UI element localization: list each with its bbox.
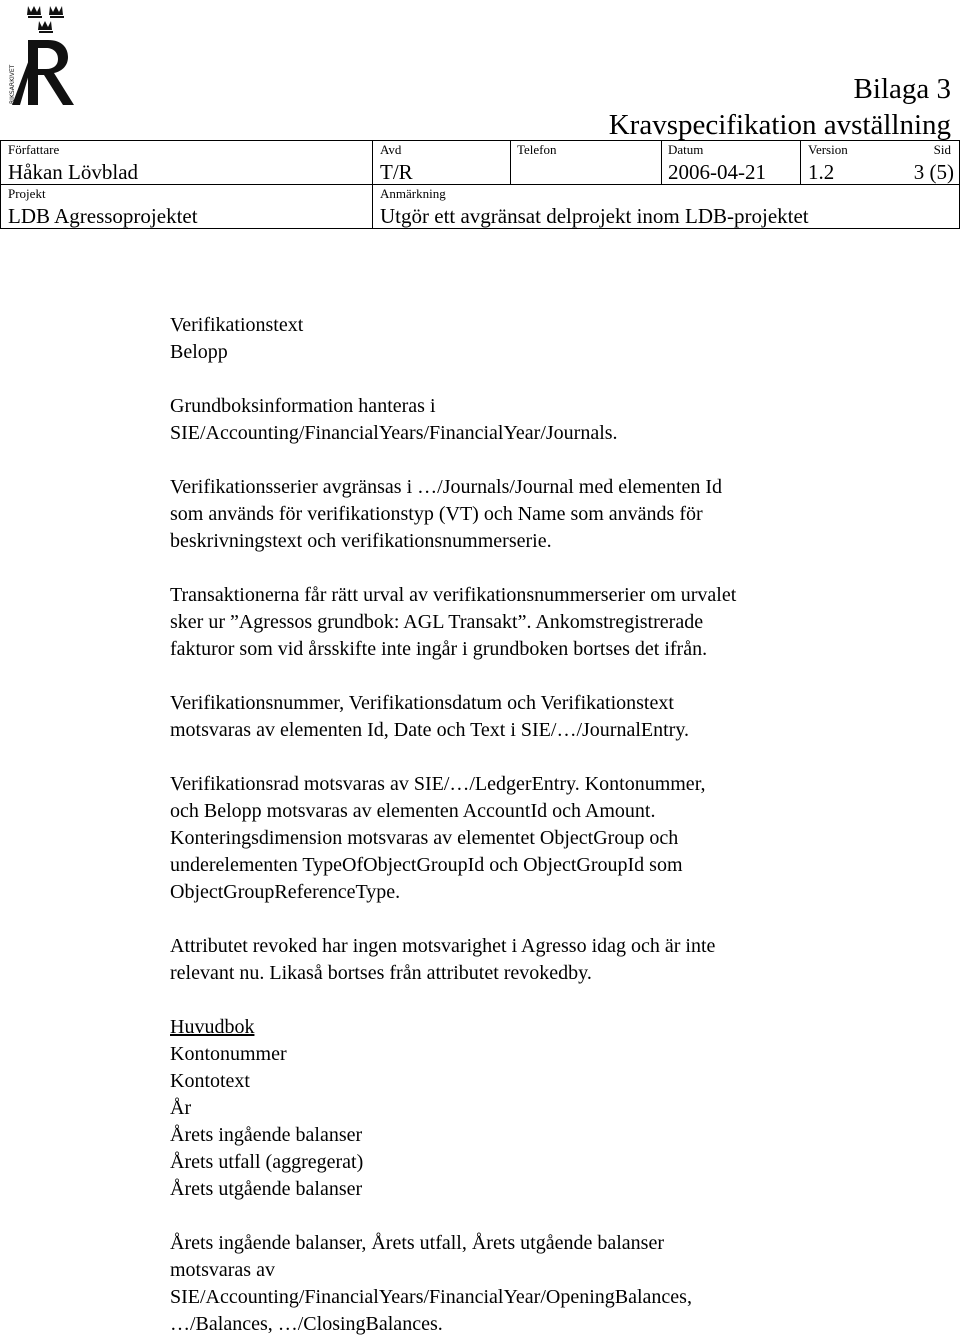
page-label: Sid xyxy=(933,142,951,157)
paragraph-line: och Belopp motsvaras av elementen AccountId och Amount. xyxy=(170,800,656,822)
paragraph-line: sker ur ”Agressos grundbok: AGL Transakt”. Ankomstregistrerade xyxy=(170,611,704,633)
list-item: Kontotext xyxy=(170,1070,250,1092)
list-item: Verifikationstext xyxy=(170,314,304,336)
attachment-label: Bilaga 3 xyxy=(853,73,951,105)
document-body xyxy=(170,312,920,1338)
author-label: Författare xyxy=(8,142,60,157)
paragraph-line: relevant nu. Likaså bortses från attributet revokedby. xyxy=(170,962,592,984)
project-value: LDB Agressoprojektet xyxy=(8,204,198,228)
document-title: Kravspecifikation avställning xyxy=(608,109,951,141)
paragraph-line: ObjectGroupReferenceType. xyxy=(170,881,401,903)
paragraph-line: Transaktionerna får rätt urval av verifikationsnummerserier om urvalet xyxy=(170,584,737,606)
project-label: Projekt xyxy=(8,186,46,201)
paragraph-line: Verifikationsrad motsvaras av SIE/…/LedgerEntry. Kontonummer, xyxy=(170,773,706,795)
paragraph-line: Konteringsdimension motsvaras av elementet ObjectGroup och xyxy=(170,827,679,849)
list-item: Årets utfall (aggregerat) xyxy=(170,1151,364,1173)
phone-label: Telefon xyxy=(517,142,557,157)
riksarkivet-logo xyxy=(8,4,84,110)
date-value: 2006-04-21 xyxy=(668,160,766,184)
paragraph-line: som används för verifikationstyp (VT) och Name som används för xyxy=(170,503,703,525)
department-label: Avd xyxy=(380,142,402,157)
list-item: Årets utgående balanser xyxy=(170,1178,363,1200)
date-label: Datum xyxy=(668,142,704,157)
paragraph-line: Verifikationsnummer, Verifikationsdatum och Verifikationstext xyxy=(170,692,674,714)
paragraph-line: Attributet revoked har ingen motsvarighet i Agresso idag och är inte xyxy=(170,935,716,957)
paragraph-line: SIE/Accounting/FinancialYears/FinancialYear/Journals. xyxy=(170,422,618,444)
paragraph-line: fakturor som vid årsskifte inte ingår i grundboken bortses det ifrån. xyxy=(170,638,708,660)
logo-seal-text: RIKSARKIVET xyxy=(9,64,16,104)
paragraph-line: motsvaras av elementen Id, Date och Text i SIE/…/JournalEntry. xyxy=(170,719,690,741)
page-value: 3 (5) xyxy=(913,160,954,184)
huvudbok-heading: Huvudbok xyxy=(170,1016,255,1038)
remark-label: Anmärkning xyxy=(380,186,446,201)
author-value: Håkan Lövblad xyxy=(8,160,139,184)
list-item: Kontonummer xyxy=(170,1043,287,1065)
paragraph-line: beskrivningstext och verifikationsnummerserie. xyxy=(170,530,552,552)
department-value: T/R xyxy=(380,160,413,184)
remark-value: Utgör ett avgränsat delprojekt inom LDB-projektet xyxy=(380,204,809,228)
paragraph-line: underelementen TypeOfObjectGroupId och ObjectGroupId som xyxy=(170,854,683,876)
paragraph-line: Grundboksinformation hanteras i xyxy=(170,395,436,417)
paragraph-line: motsvaras av xyxy=(170,1259,275,1281)
list-item: År xyxy=(170,1097,192,1119)
list-item: Belopp xyxy=(170,341,228,363)
paragraph-line: …/Balances, …/ClosingBalances. xyxy=(170,1313,443,1335)
paragraph-line: SIE/Accounting/FinancialYears/FinancialYear/OpeningBalances, xyxy=(170,1286,692,1308)
document-header-table xyxy=(0,140,960,230)
paragraph-line: Årets ingående balanser, Årets utfall, Årets utgående balanser xyxy=(170,1232,665,1254)
version-value: 1.2 xyxy=(808,160,835,184)
paragraph-line: Verifikationsserier avgränsas i …/Journals/Journal med elementen Id xyxy=(170,476,723,498)
list-item: Årets ingående balanser xyxy=(170,1124,363,1146)
version-label: Version xyxy=(808,142,848,157)
